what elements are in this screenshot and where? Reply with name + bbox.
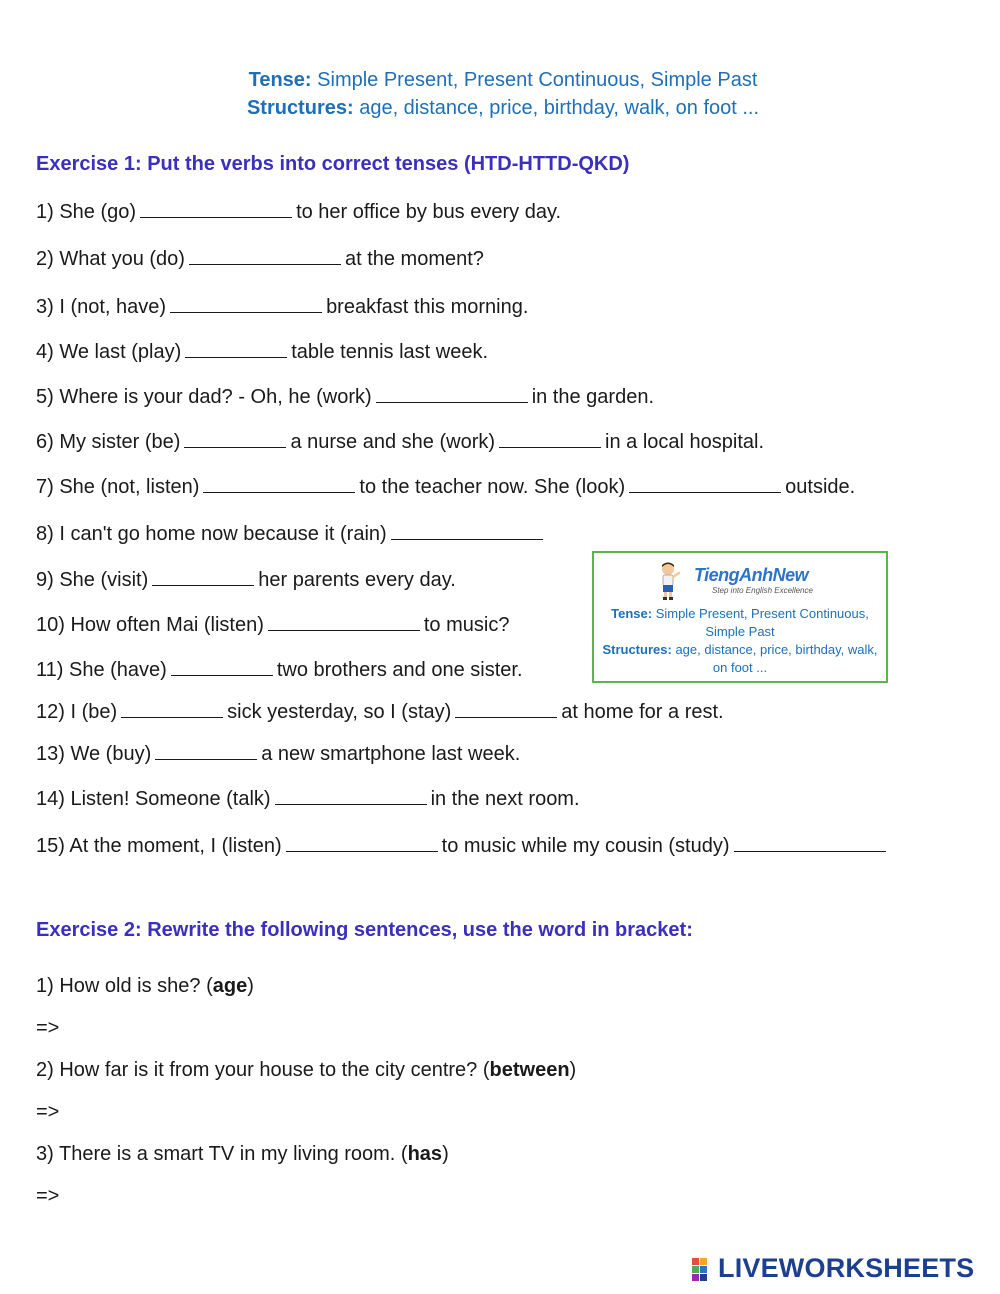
question-text: 4) We last (play) xyxy=(36,341,182,363)
ex2-question-3 xyxy=(36,1143,449,1166)
answer-blank[interactable] xyxy=(170,294,322,313)
liveworksheets-icon xyxy=(692,1258,716,1282)
question-text: ) xyxy=(442,1143,449,1165)
header-tense xyxy=(0,69,1000,92)
question-text: in the garden. xyxy=(531,386,655,408)
ex1-question-5 xyxy=(36,384,654,409)
question-text: 6) My sister (be) xyxy=(36,431,181,453)
answer-prefix: => xyxy=(36,1101,60,1123)
question-text: to the teacher now. She (look) xyxy=(359,476,626,498)
question-text: outside. xyxy=(785,476,856,498)
answer-blank[interactable] xyxy=(140,199,292,218)
question-text: 2) What you (do) xyxy=(36,248,185,270)
ex1-question-3 xyxy=(36,294,528,319)
question-text: at the moment? xyxy=(344,248,484,270)
answer-blank[interactable] xyxy=(184,429,286,448)
ex1-question-2 xyxy=(36,246,484,271)
ex2-answer-1[interactable] xyxy=(36,1017,59,1040)
tense-label: Tense: xyxy=(248,69,312,91)
ex1-question-12 xyxy=(36,699,724,724)
question-text: 14) Listen! Someone (talk) xyxy=(36,788,271,810)
answer-blank[interactable] xyxy=(629,474,781,493)
question-text: ) xyxy=(247,975,254,997)
question-text: ) xyxy=(569,1059,577,1081)
question-text: to music while my cousin (study) xyxy=(441,835,730,857)
answer-blank[interactable] xyxy=(391,521,543,540)
question-text: 1) She (go) xyxy=(36,201,137,223)
keyword: age xyxy=(212,975,248,997)
ex1-question-14 xyxy=(36,786,580,811)
question-text: 12) I (be) xyxy=(36,701,118,723)
question-text: a nurse and she (work) xyxy=(290,431,496,453)
ex1-question-6 xyxy=(36,429,764,454)
brand-logo-text: TiengAnhNew xyxy=(694,565,809,585)
answer-blank[interactable] xyxy=(268,612,420,631)
answer-prefix: => xyxy=(36,1017,60,1039)
question-text: in a local hospital. xyxy=(605,431,764,453)
question-text: 5) Where is your dad? - Oh, he (work) xyxy=(36,386,372,408)
structures-label: Structures: xyxy=(246,97,354,119)
answer-blank[interactable] xyxy=(189,246,341,265)
ex2-question-2 xyxy=(36,1059,576,1082)
brand-tagline: Step into English Excellence xyxy=(712,586,813,595)
question-text: 15) At the moment, I (listen) xyxy=(36,835,282,857)
ex2-answer-3[interactable] xyxy=(36,1185,59,1208)
question-text: breakfast this morning. xyxy=(326,296,529,318)
answer-blank[interactable] xyxy=(286,833,438,852)
question-text: at home for a rest. xyxy=(561,701,724,723)
answer-blank[interactable] xyxy=(455,699,557,718)
ex2-answer-2[interactable] xyxy=(36,1101,59,1124)
question-text: to music? xyxy=(423,614,510,636)
answer-blank[interactable] xyxy=(275,786,427,805)
keyword: has xyxy=(407,1143,443,1165)
answer-blank[interactable] xyxy=(171,657,273,676)
question-text: 8) I can't go home now because it (rain) xyxy=(36,523,387,545)
liveworksheets-text: LIVEWORKSHEETS xyxy=(718,1253,975,1283)
question-text: 13) We (buy) xyxy=(36,743,152,765)
answer-blank[interactable] xyxy=(152,567,254,586)
ex1-question-9 xyxy=(36,567,456,592)
answer-blank[interactable] xyxy=(155,741,257,760)
question-text: 2) How far is it from your house to the city centre? ( xyxy=(36,1059,490,1081)
ex1-question-1 xyxy=(36,199,561,224)
answer-blank[interactable] xyxy=(121,699,223,718)
ex1-question-10 xyxy=(36,612,509,637)
box-structures-label: Structures: xyxy=(602,642,672,657)
question-text: sick yesterday, so I (stay) xyxy=(227,701,452,723)
ex1-question-4 xyxy=(36,339,488,364)
question-text: in the next room. xyxy=(430,788,580,810)
answer-blank[interactable] xyxy=(203,474,355,493)
question-text: 7) She (not, listen) xyxy=(36,476,200,498)
box-structures-value: age, distance, price, birthday, walk, on foot ... xyxy=(675,642,878,675)
answer-blank[interactable] xyxy=(734,833,886,852)
question-text: her parents every day. xyxy=(258,569,456,591)
box-tense-value: Simple Present, Present Continuous, Simple Past xyxy=(655,606,869,639)
question-text: a new smartphone last week. xyxy=(261,743,521,765)
brand-info-box xyxy=(592,551,888,683)
answer-blank[interactable] xyxy=(376,384,528,403)
answer-blank[interactable] xyxy=(185,339,287,358)
ex1-question-13 xyxy=(36,741,520,766)
question-text: to her office by bus every day. xyxy=(296,201,562,223)
brand-info-text xyxy=(594,605,886,677)
ex1-question-7 xyxy=(36,474,855,499)
question-text: 3) I (not, have) xyxy=(36,296,167,318)
answer-prefix: => xyxy=(36,1185,60,1207)
structures-value: age, distance, price, birthday, walk, on foot ... xyxy=(359,97,760,119)
question-text: 9) She (visit) xyxy=(36,569,149,591)
question-text: 3) There is a smart TV in my living room. ( xyxy=(36,1143,408,1165)
mascot-icon xyxy=(656,561,682,601)
ex2-question-1 xyxy=(36,975,254,998)
ex1-question-15 xyxy=(36,833,890,858)
question-text: two brothers and one sister. xyxy=(276,659,523,681)
question-text: table tennis last week. xyxy=(291,341,489,363)
answer-blank[interactable] xyxy=(499,429,601,448)
question-text: 11) She (have) xyxy=(36,659,167,681)
exercise2-title: Exercise 2: Rewrite the following sentences, use the word in bracket: xyxy=(36,919,693,941)
question-text: 10) How often Mai (listen) xyxy=(36,614,264,636)
ex1-question-11 xyxy=(36,657,523,682)
keyword: between xyxy=(489,1059,570,1081)
tense-value: Simple Present, Present Continuous, Simple Past xyxy=(317,69,758,91)
exercise1-title: Exercise 1: Put the verbs into correct tenses (HTD-HTTD-QKD) xyxy=(36,153,630,175)
question-text: 1) How old is she? ( xyxy=(36,975,213,997)
box-tense-label: Tense: xyxy=(611,606,653,621)
header-structures xyxy=(0,97,1000,120)
ex1-question-8 xyxy=(36,521,547,546)
